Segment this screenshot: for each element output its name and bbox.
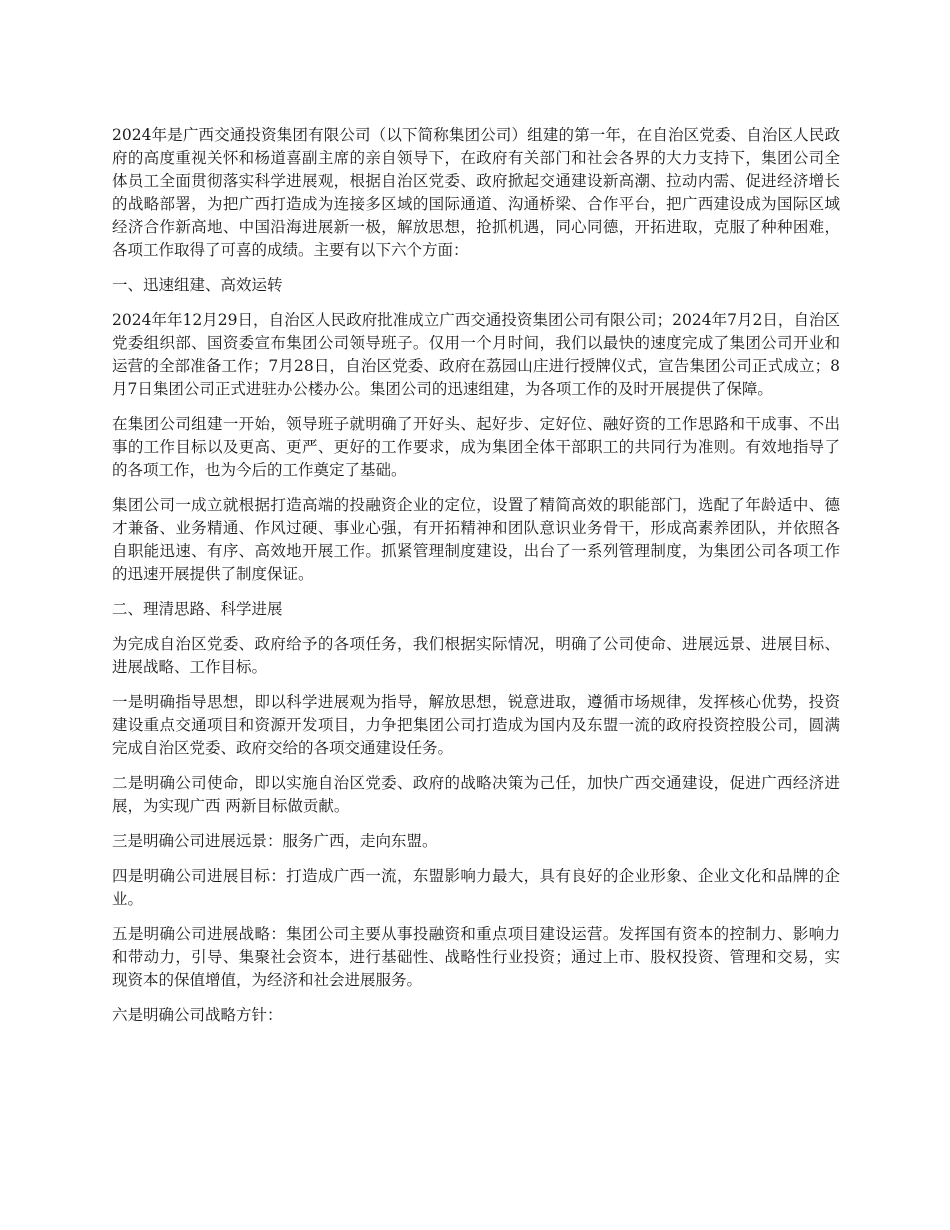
paragraph: 三是明确公司进展远景：服务广西，走向东盟。 [112,832,438,850]
paragraph: 在集团公司组建一开始，领导班子就明确了开好头、起好步、定好位、融好资的工作思路和干成事、不出事的工作目标以及更高、更严、更好的工作要求，成为集团全体干部职工的共同行为准则。有效地指导了的各项工作，也为今后的工作奠定了基础。 [112,415,840,479]
paragraph-intro: 2024年是广西交通投资集团有限公司（以下简称集团公司）组建的第一年，在自治区党委、自治区人民政府的高度重视关怀和杨道喜副主席的亲自领导下，在政府有关部门和社会各界的大力支持下，集团公司全体员工全面贯彻落实科学进展观，根据自治区党委、政府掀起交通建设新高潮、拉动内需、促进经济增长的战略部署，为把广西打造成为连接多区域的国际通道、沟通桥梁、合作平台，把广西建设成为国际区域经济合作新高地、中国沿海进展新一极，解放思想，抢抓机遇，同心同德，开拓进取，克服了种种困难，各项工作取得了可喜的成绩。主要有以下六个方面： [112,126,840,259]
section-heading-2: 二、理清思路、科学进展 [112,600,283,618]
paragraph: 六是明确公司战略方针： [112,1006,283,1024]
paragraph: 集团公司一成立就根据打造高端的投融资企业的定位，设置了精简高效的职能部门，选配了年龄适中、德才兼备、业务精通、作风过硬、事业心强，有开拓精神和团队意识业务骨干，形成高素养团队，并依照各自职能迅速、有序、高效地开展工作。抓紧管理制度建设，出台了一系列管理制度，为集团公司各项工作的迅速开展提供了制度保证。 [112,496,840,583]
document-body [112,124,840,1039]
paragraph: 二是明确公司使命，即以实施自治区党委、政府的战略决策为己任，加快广西交通建设，促进广西经济进展，为实现广西 两新目标做贡献。 [112,774,840,815]
paragraph: 一是明确指导思想，即以科学进展观为指导，解放思想，锐意进取，遵循市场规律，发挥核心优势，投资建设重点交通项目和资源开发项目，力争把集团公司打造成为国内及东盟一流的政府投资控股公司，圆满完成自治区党委、政府交给的各项交通建设任务。 [112,693,840,757]
paragraph: 五是明确公司进展战略：集团公司主要从事投融资和重点项目建设运营。发挥国有资本的控制力、影响力和带动力，引导、集聚社会资本，进行基础性、战略性行业投资；通过上市、股权投资、管理和交易，实现资本的保值增值，为经济和社会进展服务。 [112,925,840,989]
paragraph: 为完成自治区党委、政府给予的各项任务，我们根据实际情况，明确了公司使命、进展远景、进展目标、进展战略、工作目标。 [112,635,840,676]
section-heading-1: 一、迅速组建、高效运转 [112,276,283,294]
paragraph: 2024年年12月29日，自治区人民政府批准成立广西交通投资集团公司有限公司；2024年7月2日，自治区党委组织部、国资委宣布集团公司领导班子。仅用一个月时间，我们以最快的速度完成了集团公司开业和运营的全部准备工作；7月28日，自治区党委、政府在荔园山庄进行授牌仪式，宣告集团公司正式成立；8月7日集团公司正式进驻办公楼办公。集团公司的迅速组建，为各项工作的及时开展提供了保障。 [112,311,840,398]
paragraph: 四是明确公司进展目标：打造成广西一流，东盟影响力最大，具有良好的企业形象、企业文化和品牌的企业。 [112,867,840,908]
